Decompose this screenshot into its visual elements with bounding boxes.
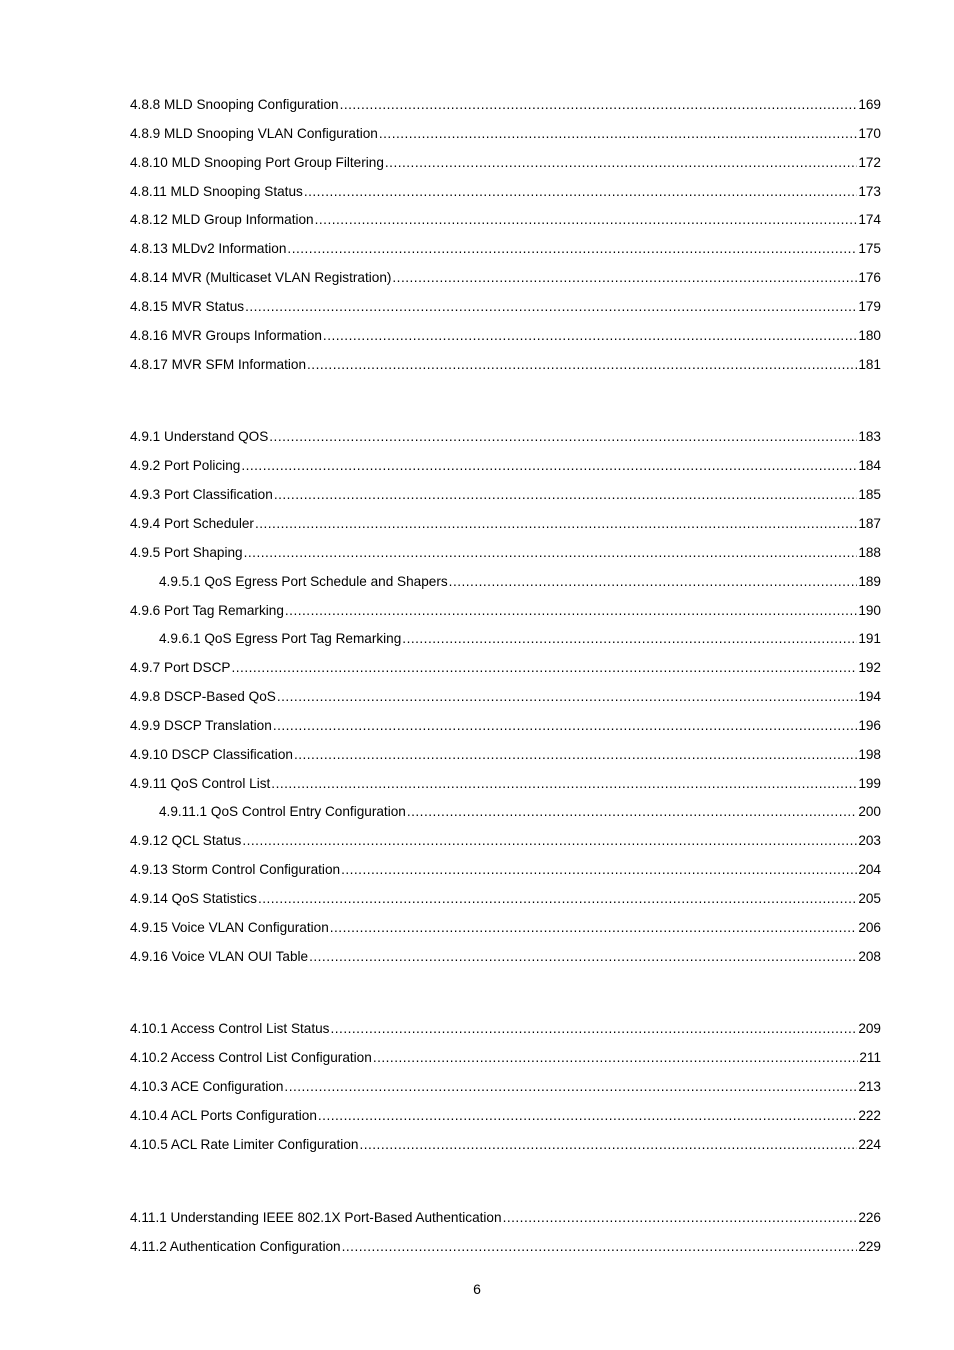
toc-entry-title: 4.9.1 Understand QOS — [130, 429, 269, 445]
dot-leader — [385, 149, 857, 178]
toc-entry-page: 189 — [858, 573, 881, 589]
toc-entry[interactable] — [130, 206, 881, 235]
page-number: 6 — [473, 1281, 481, 1297]
toc-entry-title: 4.10.4 ACL Ports Configuration — [130, 1108, 317, 1123]
toc-entry-page: 191 — [858, 631, 881, 647]
toc-entry-title: 4.8.12 MLD Group Information — [130, 212, 314, 228]
toc-entry[interactable] — [130, 827, 881, 856]
dot-leader — [269, 423, 857, 452]
toc-entry[interactable] — [130, 120, 881, 149]
dot-leader — [503, 1204, 858, 1233]
toc-entry-page: 172 — [858, 154, 881, 170]
toc-entry-title: 4.8.11 MLD Snooping Status — [130, 183, 303, 199]
toc-entry-page: 187 — [858, 515, 881, 531]
toc-entry-title: 4.10.1 Access Control List Status — [130, 1021, 330, 1037]
toc-entry-title: 4.9.7 Port DSCP — [130, 660, 231, 676]
toc-entry-page: 209 — [858, 1021, 881, 1037]
toc-entry-page: 175 — [858, 241, 881, 257]
toc-entry-title: 4.9.14 QoS Statistics — [130, 890, 257, 906]
toc-entry[interactable] — [130, 654, 881, 683]
toc-entry-page: 180 — [858, 327, 881, 343]
toc-entry[interactable] — [130, 798, 881, 827]
dot-leader — [323, 322, 857, 351]
toc-entry[interactable] — [130, 510, 881, 539]
toc-entry-title: 4.9.13 Storm Control Configuration — [130, 862, 341, 878]
toc-entry[interactable] — [130, 481, 881, 510]
toc-entry-page: 184 — [858, 458, 881, 474]
dot-leader — [359, 1131, 857, 1160]
toc-entry-title: 4.9.11 QoS Control List — [130, 775, 271, 791]
dot-leader — [277, 683, 857, 712]
toc-entry-page: 194 — [858, 689, 881, 705]
toc-entry[interactable] — [130, 91, 881, 120]
toc-entry[interactable] — [130, 322, 881, 351]
toc-entry-page: 176 — [858, 270, 881, 286]
toc-section — [130, 423, 881, 971]
toc-entry[interactable] — [130, 1044, 881, 1073]
toc-entry-title: 4.9.6.1 QoS Egress Port Tag Remarking — [159, 631, 402, 647]
toc-entry-page: 200 — [858, 804, 881, 820]
toc-entry[interactable] — [130, 539, 881, 568]
toc-entry-title: 4.8.16 MVR Groups Information — [130, 327, 322, 343]
dot-leader — [330, 914, 858, 943]
toc-entry-page: 181 — [858, 356, 881, 372]
toc-entry-page: 170 — [858, 125, 881, 141]
toc-entry-page: 196 — [858, 717, 881, 733]
dot-leader — [449, 568, 858, 597]
dot-leader — [274, 481, 858, 510]
dot-leader — [242, 827, 857, 856]
toc-entry[interactable] — [130, 452, 881, 481]
toc-entry-page: 226 — [858, 1209, 881, 1225]
dot-leader — [304, 178, 858, 207]
toc-entry-title: 4.8.15 MVR Status — [130, 298, 245, 314]
dot-leader — [309, 943, 857, 972]
toc-entry-page: 203 — [858, 833, 881, 849]
toc-entry-title: 4.8.14 MVR (Multicaset VLAN Registration) — [130, 270, 392, 286]
toc-entry-title: 4.10.5 ACL Rate Limiter Configuration — [130, 1136, 359, 1152]
toc-entry[interactable] — [130, 712, 881, 741]
toc-entry[interactable] — [130, 625, 881, 654]
dot-leader — [255, 510, 857, 539]
dot-leader — [330, 1015, 857, 1044]
toc-entry-title: 4.9.5.1 QoS Egress Port Schedule and Shapers — [159, 573, 448, 589]
toc-entry[interactable] — [130, 943, 881, 972]
toc-entry[interactable] — [130, 423, 881, 452]
toc-entry-title: 4.9.11.1 QoS Control Entry Configuration — [159, 804, 406, 820]
toc-entry-title: 4.10.3 ACE Configuration — [130, 1079, 284, 1095]
toc-entry-title: 4.8.10 MLD Snooping Port Group Filtering — [130, 154, 384, 170]
toc-entry-page: 211 — [859, 1050, 881, 1066]
toc-entry[interactable] — [130, 856, 881, 885]
toc-entry[interactable] — [130, 149, 881, 178]
dot-leader — [241, 452, 857, 481]
toc-entry-page: 190 — [858, 602, 881, 618]
toc-entry[interactable] — [130, 597, 881, 626]
dot-leader — [273, 712, 858, 741]
toc-entry-title: 4.9.3 Port Classification — [130, 487, 273, 503]
toc-entry-page: 222 — [858, 1108, 881, 1123]
toc-entry-title: 4.9.9 DSCP Translation — [130, 717, 272, 733]
toc-entry-title: 4.9.10 DSCP Classification — [130, 746, 293, 762]
dot-leader — [407, 798, 857, 827]
toc-entry[interactable] — [130, 351, 881, 380]
toc-entry[interactable] — [130, 568, 881, 597]
dot-leader — [271, 770, 857, 799]
table-of-contents — [130, 91, 881, 1261]
dot-leader — [307, 351, 857, 380]
toc-entry[interactable] — [130, 235, 881, 264]
dot-leader — [232, 654, 858, 683]
toc-entry-page: 173 — [858, 183, 881, 199]
toc-entry-page: 206 — [858, 919, 881, 935]
toc-entry-title: 4.9.8 DSCP-Based QoS — [130, 689, 276, 705]
toc-entry-page: 204 — [858, 862, 881, 878]
toc-entry[interactable] — [130, 1073, 881, 1102]
toc-entry[interactable] — [130, 1131, 881, 1160]
toc-entry-title: 4.11.1 Understanding IEEE 802.1X Port-Based Authentication — [130, 1209, 502, 1225]
toc-entry[interactable] — [130, 741, 881, 770]
dot-leader — [373, 1044, 859, 1073]
dot-leader — [258, 885, 857, 914]
toc-entry[interactable] — [130, 885, 881, 914]
toc-entry-page: 199 — [858, 775, 881, 791]
toc-section — [130, 1015, 881, 1159]
dot-leader — [285, 597, 857, 626]
toc-entry-page: 179 — [858, 298, 881, 314]
dot-leader — [245, 293, 857, 322]
toc-entry[interactable] — [130, 264, 881, 293]
toc-entry-page: 192 — [858, 660, 881, 676]
toc-entry-title: 4.9.12 QCL Status — [130, 833, 242, 849]
toc-entry-title: 4.9.6 Port Tag Remarking — [130, 602, 284, 618]
toc-entry[interactable] — [130, 178, 881, 207]
dot-leader — [341, 856, 857, 885]
toc-entry-title: 4.11.2 Authentication Configuration — [130, 1238, 341, 1254]
toc-entry[interactable] — [130, 770, 881, 799]
toc-entry-page: 185 — [858, 487, 881, 503]
dot-leader — [340, 91, 858, 120]
toc-entry[interactable] — [130, 1015, 881, 1044]
toc-entry-title: 4.9.5 Port Shaping — [130, 544, 243, 560]
toc-section — [130, 91, 881, 379]
toc-entry-title: 4.9.4 Port Scheduler — [130, 515, 254, 531]
toc-entry-title: 4.8.13 MLDv2 Information — [130, 241, 287, 257]
toc-entry[interactable] — [130, 293, 881, 322]
toc-entry[interactable] — [130, 914, 881, 943]
dot-leader — [294, 741, 857, 770]
toc-entry-page: 169 — [858, 97, 881, 112]
toc-entry[interactable] — [130, 1204, 881, 1233]
toc-entry-title: 4.9.2 Port Policing — [130, 458, 241, 474]
toc-entry-page: 174 — [858, 212, 881, 228]
toc-entry-page: 198 — [858, 746, 881, 762]
dot-leader — [379, 120, 857, 149]
toc-entry[interactable] — [130, 1102, 881, 1131]
toc-entry-title: 4.9.15 Voice VLAN Configuration — [130, 919, 329, 935]
toc-entry-title: 4.8.17 MVR SFM Information — [130, 356, 307, 372]
dot-leader — [392, 264, 857, 293]
dot-leader — [318, 1102, 857, 1131]
toc-section — [130, 1204, 881, 1262]
toc-entry-title: 4.8.8 MLD Snooping Configuration — [130, 97, 339, 112]
toc-entry-page: 183 — [858, 429, 881, 445]
toc-entry[interactable] — [130, 683, 881, 712]
dot-leader — [244, 539, 858, 568]
dot-leader — [402, 625, 857, 654]
dot-leader — [284, 1073, 857, 1102]
toc-entry-page: 208 — [858, 948, 881, 964]
toc-entry-page: 188 — [858, 544, 881, 560]
dot-leader — [342, 1233, 858, 1262]
toc-entry-page: 213 — [858, 1079, 881, 1095]
toc-entry-page: 224 — [858, 1136, 881, 1152]
toc-entry-page: 205 — [858, 890, 881, 906]
toc-entry-title: 4.8.9 MLD Snooping VLAN Configuration — [130, 125, 378, 141]
toc-entry-title: 4.9.16 Voice VLAN OUI Table — [130, 948, 309, 964]
dot-leader — [315, 206, 858, 235]
toc-entry[interactable] — [130, 1233, 881, 1262]
toc-entry-page: 229 — [858, 1238, 881, 1254]
toc-entry-title: 4.10.2 Access Control List Configuration — [130, 1050, 372, 1066]
dot-leader — [287, 235, 857, 264]
